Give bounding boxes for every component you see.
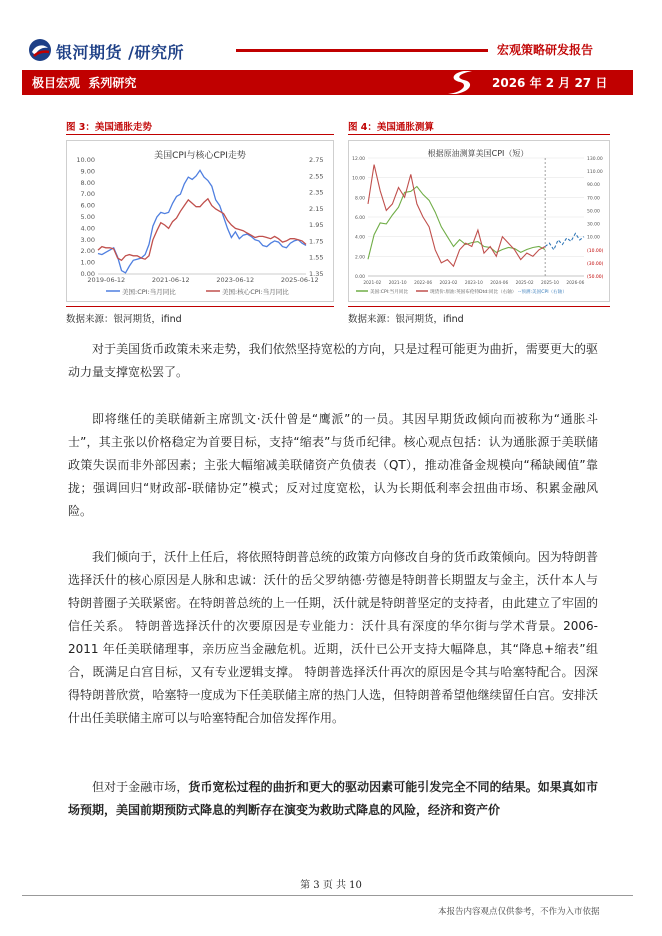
- text-run: 即将继任的美联储新主席凯文·沃什曾是“鹰派”的一员。其因早期货政倾向而被称为“通胀斗士”，其主张以价格稳定为首要目标，支持“缩表”与货币纪律。核心观点包括：认为通胀源于美联储政策失误而非外部因素；主张大幅缩减美联储资产负债表（QT），推动准备金规模向“稀缺阈值”靠拢；强调回归“财政部-联储协定”模式；反对过度宽松，认为长期低利率会扭曲市场、积累金融风险。: [68, 412, 598, 518]
- legend-label-forecast: --预测:美国CPI（右轴）: [518, 290, 567, 295]
- x-tick-label: 2024-06: [490, 281, 509, 286]
- paragraph-1: [68, 338, 598, 384]
- report-type: 宏观策略研发报告: [497, 43, 594, 57]
- y-tick-label: 12.00: [352, 157, 365, 162]
- y-tick-label: 5.00: [80, 213, 95, 221]
- chart-title: 美国CPI与核心CPI走势: [154, 151, 246, 161]
- y2-tick-label: (10.00): [587, 248, 604, 254]
- header-rule: [236, 49, 488, 52]
- y2-tick-label: 90.00: [587, 183, 600, 189]
- legend-label-cpi: 美国:CPI:当月同比: [122, 288, 176, 296]
- text-run: 但对于金融市场，: [92, 780, 189, 794]
- figure-3-source: 数据来源：银河期货，ifind: [66, 314, 182, 325]
- legend-label-cpi: 美国:CPI:当月同比: [370, 290, 408, 295]
- figure-4-chart: [348, 140, 610, 302]
- chart-title: 根据原油测算美国CPI（短）: [427, 149, 529, 158]
- y-tick-label: 9.00: [80, 167, 95, 176]
- y2-tick-label: 2.35: [309, 188, 324, 197]
- y2-tick-label: 130.00: [587, 157, 603, 162]
- y2-tick-label: 10.00: [587, 235, 600, 241]
- text-run: 对于美国货币政策未来走势，我们依然坚持宽松的方向，只是过程可能更为曲折，需要更大的驱动力量支撑宽松罢了。: [68, 342, 598, 379]
- page-number: 第 3 页 共 10: [300, 880, 362, 891]
- x-tick-label: 2025-10: [540, 281, 559, 286]
- footer-rule: [22, 895, 633, 896]
- legend-label-core-cpi: 美国:核心CPI:当月同比: [222, 288, 289, 296]
- figure-3-bottom-rule: [66, 306, 334, 307]
- company-name: 银河期货: [56, 43, 123, 62]
- y2-tick-label: (50.00): [587, 275, 604, 280]
- y2-tick-label: 1.55: [309, 253, 324, 262]
- figure-4-rule: [348, 134, 610, 135]
- x-tick-label: 2023-10: [464, 281, 483, 286]
- y-tick-label: 8.00: [354, 196, 365, 202]
- x-tick-label: 2026-06: [566, 281, 585, 286]
- y2-tick-label: 1.35: [309, 270, 324, 278]
- figure-3-chart: [66, 140, 334, 302]
- x-tick-label: 2021-02: [363, 281, 382, 286]
- y-tick-label: 6.00: [80, 201, 95, 210]
- y-tick-label: 1.00: [80, 258, 95, 267]
- paragraph-3: [68, 546, 598, 730]
- y-tick-label: 7.00: [80, 190, 95, 199]
- y2-tick-label: 1.95: [309, 221, 324, 230]
- swoosh-icon: [434, 70, 478, 95]
- y2-tick-label: 70.00: [587, 196, 600, 202]
- y2-tick-label: 2.75: [309, 156, 324, 164]
- x-tick-label: 2023-06-12: [216, 276, 255, 284]
- x-tick-label: 2023-02: [439, 281, 458, 286]
- y-tick-label: 0.00: [80, 270, 95, 278]
- division-name: 研究所: [134, 43, 184, 62]
- y2-tick-label: 50.00: [587, 209, 600, 215]
- bold-text: 货币宽松过程的曲折和更大的驱动因素可能引发完全不同的结果。如果真如市场预期，美国前期预防式降息的判断存在演变为救助式降息的风险，经济和资产价: [68, 780, 598, 817]
- report-date: 2026 年 2 月 27 日: [492, 76, 608, 90]
- disclaimer: 本报告内容观点仅供参考，不作为入市依据: [438, 907, 600, 917]
- x-tick-label: 2021-06-12: [151, 276, 190, 284]
- figure-3-title: 图 3：美国通胀走势: [66, 122, 152, 133]
- y2-tick-label: 110.00: [587, 170, 603, 176]
- series-label: 极目宏观 系列研究: [32, 76, 137, 90]
- logo-separator: /: [128, 43, 135, 62]
- y2-tick-label: (30.00): [587, 261, 604, 267]
- y-tick-label: 3.00: [80, 235, 95, 244]
- figure-4-title: 图 4：美国通胀测算: [348, 122, 434, 133]
- figure-4-source: 数据来源：银河期货，ifind: [348, 314, 464, 325]
- y-tick-label: 4.00: [354, 235, 365, 241]
- paragraph-2: [68, 408, 598, 523]
- x-tick-label: 2022-06: [414, 281, 433, 286]
- logo-icon: [28, 38, 52, 62]
- y-tick-label: 2.00: [354, 255, 365, 261]
- company-logo-text: [56, 40, 184, 63]
- y-tick-label: 6.00: [354, 216, 365, 221]
- x-tick-label: 2025-02: [515, 281, 534, 286]
- paragraph-4: [68, 776, 598, 822]
- figure-3-rule: [66, 134, 334, 135]
- y-tick-label: 4.00: [80, 224, 95, 233]
- y-tick-label: 2.00: [80, 247, 95, 256]
- text-run: 我们倾向于，沃什上任后，将依照特朗普总统的政策方向修改自身的货币政策倾向。因为特朗普选择沃什的核心原因是人脉和忠诚：沃什的岳父罗纳德·劳德是特朗普长期盟友与金主，沃什本人与特朗普圈子关联紧密。在特朗普总统的上一任期，沃什就是特朗普坚定的支持者，由此建立了牢固的信任关系。 特朗普选择沃什的次要原因是专业能力：沃什具有深度的华尔街与学术背景。2006-2011 年任美联储理事，亲历应当金融危机。近期，沃什已公开支持大幅降息，其“降息+缩表”组合，既满足白宫目标，又有专业逻辑支撑。 特朗普选择沃什再次的原因是令其与哈塞特配合。因深得特朗普欣赏，哈塞特一度成为下任美联储主席的热门人选，但特朗普希望他继续留任白宫。安排沃什出任美联储主席可以与哈塞特配合加倍发挥作用。: [68, 550, 598, 725]
- x-tick-label: 2025-06-12: [280, 276, 319, 284]
- y-tick-label: 0.00: [354, 275, 365, 280]
- y2-tick-label: 1.75: [309, 237, 324, 246]
- chart-legend: [356, 288, 567, 295]
- y-tick-label: 8.00: [80, 178, 95, 187]
- y2-tick-label: 2.15: [309, 204, 324, 213]
- y2-tick-label: 2.55: [309, 172, 324, 181]
- y-tick-label: 10.00: [352, 176, 365, 182]
- figure-4-bottom-rule: [348, 306, 610, 307]
- x-tick-label: 2019-06-12: [87, 276, 126, 284]
- legend-label-brent: 现货价:原油:英国布伦特Dtd:同比（右轴）: [430, 290, 517, 295]
- y2-tick-label: 30.00: [587, 222, 600, 228]
- y-tick-label: 10.00: [76, 156, 95, 164]
- x-tick-label: 2021-10: [388, 281, 407, 286]
